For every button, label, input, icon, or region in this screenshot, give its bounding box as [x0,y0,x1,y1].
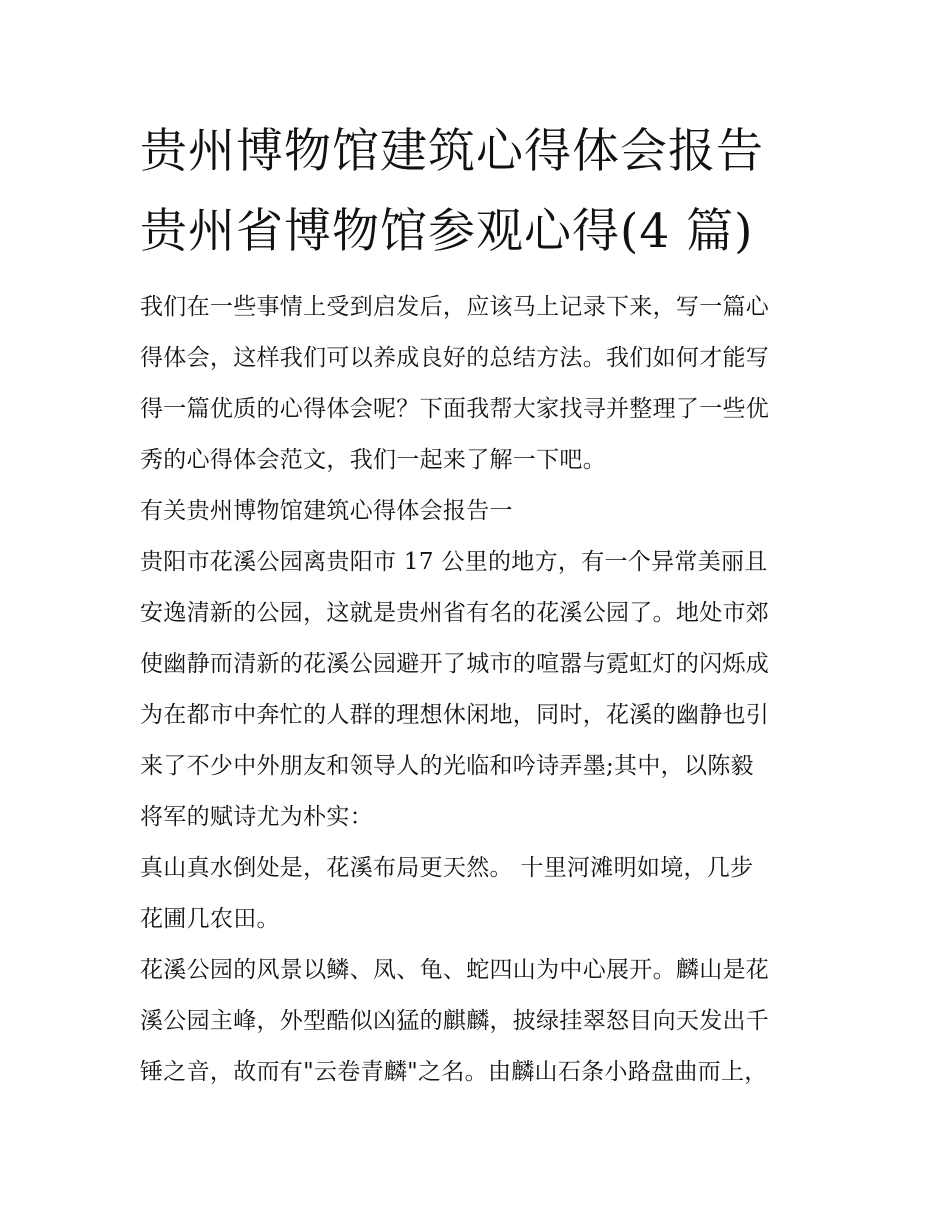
body-line: 安逸清新的公园，这就是贵州省有名的花溪公园了。地处市郊 [140,600,770,626]
body-line: 锤之音，故而有"云卷青麟"之名。由麟山石条小路盘曲而上， [140,1059,768,1085]
body-line: 我们在一些事情上受到启发后，应该马上记录下来，写一篇心 [140,294,770,320]
body-line: 将军的赋诗尤为朴实： [140,804,373,830]
body-line: 得体会，这样我们可以养成良好的总结方法。我们如何才能写 [140,345,770,371]
poem-line: 花圃几农田。 [140,906,280,932]
body-line: 溪公园主峰，外型酷似凶猛的麒麟，披绿挂翠怒目向天发出千 [140,1008,770,1034]
body-line: 秀的心得体会范文，我们一起来了解一下吧。 [140,447,606,473]
document-page [140,112,820,1098]
body-line: 使幽静而清新的花溪公园避开了城市的喧嚣与霓虹灯的闪烁成 [140,651,770,677]
body-line: 为在都市中奔忙的人群的理想休闲地，同时，花溪的幽静也引 [140,702,770,728]
section-heading: 有关贵州博物馆建筑心得体会报告一 [140,498,513,524]
body-line: 花溪公园的风景以鳞、凤、龟、蛇四山为中心展开。麟山是花 [140,957,770,983]
document-title-line-2: 贵州省博物馆参观心得(4 篇) [140,204,754,259]
body-line: 来了不少中外朋友和领导人的光临和吟诗弄墨;其中，以陈毅 [140,753,754,779]
poem-line: 真山真水倒处是，花溪布局更天然。 十里河滩明如境，几步 [140,855,754,881]
body-line: 得一篇优质的心得体会呢？下面我帮大家找寻并整理了一些优 [140,396,770,422]
document-title-line-1: 贵州博物馆建筑心得体会报告 [140,124,764,179]
body-line: 贵阳市花溪公园离贵阳市 17 公里的地方，有一个异常美丽且 [140,549,768,575]
document-body [140,282,820,1098]
